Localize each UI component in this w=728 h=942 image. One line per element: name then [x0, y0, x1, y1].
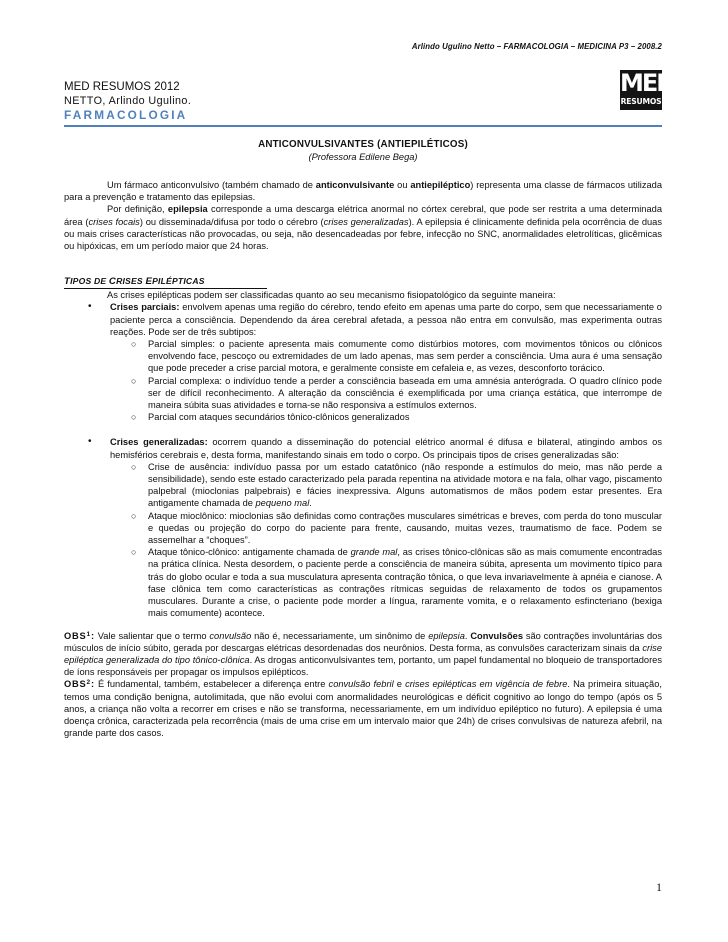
- list-item-generalizadas: [64, 436, 662, 619]
- text-run: Ataque tônico-clônico: antigamente chamada de: [148, 547, 351, 558]
- obs-label-text: OBS: [64, 630, 87, 641]
- italic-term: grande mal: [350, 547, 398, 558]
- bold-term: antiepiléptico: [410, 180, 471, 190]
- text-run: Por definição,: [107, 204, 168, 215]
- text-run: , as crises tônico-clônicas são as mais comumente encontradas na prática clínica. Nesta desordem, o paciente perde a consciência de maneira súbita, apresenta um movimento típico para trás do globo ocular e toda a sua musculatura apresenta contração tônica, o que leva invariavelmente à apnéia e cianose. A fase clônica tem como características as contrações rítmicas seguidas de relaxamento de todos os grupamentos musculares. Durante a crise, o paciente pode morder a língua, raramente vomita, e o relaxamento esfincteriano (bexiga mais comumente) acontece.: [148, 547, 662, 619]
- list-item: [110, 461, 662, 510]
- document-title: ANTICONVULSIVANTES (ANTIEPILÉTICOS): [258, 139, 468, 150]
- crisis-type-list-2: [64, 436, 662, 619]
- text-run: ) representa uma classe de fármacos utilizada para a prevenção e tratamento das epilepsias.: [64, 180, 662, 203]
- bold-term: Crises parciais:: [110, 302, 180, 313]
- sub-bullet-marker: ○: [131, 339, 137, 350]
- text-run: Crise de ausência: indivíduo passa por um estado catatônico (não responde a estímulos do meio, mas não perde a sensibilidade), sendo este estado caracterizado pela parada repentina na atividade motora e na fala, olhar vago, piscamento palpebral (mioclonias palpebrais) e fácies inexpressiva. Alguns automatismos de mãos podem estar presentes. Era antigamente chamada de: [148, 461, 662, 509]
- text-run: e: [393, 679, 406, 690]
- intro-paragraph-2: [64, 203, 662, 252]
- logo-text-bottom: RESUMOS: [620, 97, 662, 106]
- text-run: Vale salientar que o termo: [94, 630, 210, 641]
- heading-cap: T: [64, 276, 71, 288]
- text-run: são contrações involuntárias dos músculos de início súbito, gerada por descargas elétricas desordenadas dos neurônios. Desta forma, as convulsões caracterizam sinais da: [64, 630, 662, 653]
- text-run: Parcial simples: o paciente apresenta mais comumente como distúrbios motores, com movimentos tônicos ou clônicos envolvendo face, pescoço ou extremidades de um lado apenas, mas sem perder a consciência. Uma aura é uma sensação que pode preceder a crise parcial motora, e geralmente consiste em cefaleia e, as vezes, desconforto torácico.: [148, 339, 662, 374]
- obs-1-paragraph: [64, 630, 662, 679]
- bold-term: anticonvulsivante: [315, 180, 395, 190]
- list-item-parciais: [64, 301, 662, 423]
- text-run: não é, necessariamente, um sinônimo de: [251, 630, 429, 641]
- brand-series: MED RESUMOS 2012: [64, 81, 180, 93]
- med-resumos-logo: [620, 69, 675, 110]
- list-item: [110, 546, 662, 619]
- italic-term: convulsão febril: [328, 679, 394, 690]
- text-run: ocorrem quando a disseminação do potencial elétrico anormal é difusa e bilateral, atingindo ambos os hemisférios cerebrais e, desta forma, manifestando sinais em todo o corpo. Os principais tipos de crises generalizadas são:: [110, 437, 662, 460]
- text-run: . As drogas anticonvulsivantes tem, portanto, um papel fundamental no bloqueio de transportadores de íons responsáveis per propagar os impulsos epilépticos.: [64, 654, 663, 678]
- text-run: É fundamental, também, estabelecer a diferença entre: [94, 679, 329, 690]
- sub-bullet-marker: ○: [131, 461, 137, 472]
- obs-label: [64, 631, 95, 641]
- document-subtitle: (Professora Edilene Bega): [308, 152, 418, 162]
- section-intro: As crises epilépticas podem ser classificadas quanto ao seu mecanismo fisiopatológico da seguinte maneira:: [107, 290, 556, 301]
- list-item: [110, 510, 662, 547]
- running-header: Arlindo Ugulino Netto – FARMACOLOGIA – MEDICINA P3 – 2008.2: [411, 42, 662, 51]
- text-run: corresponde a uma descarga elétrica anormal no córtex cerebral, que pode ser restrita a uma determinada área (: [64, 204, 662, 227]
- intro-paragraph-1: [64, 179, 662, 203]
- text-run: Parcial com ataques secundários tônico-clônicos generalizados: [148, 412, 410, 423]
- obs-label: [64, 679, 95, 689]
- list-item: [110, 411, 662, 423]
- text-run: . Na primeira situação, temos uma condição benigna, autolimitada, que não evolui com anormalidades neurológicas e déficit cognitivo ao longo do tempo (após os 5 anos, a criança não volta a recorrer em crises e não se transforma, necessariamente, em um indivíduo epiléptico no futuro). A epilepsia é uma doença crônica, caracterizada pela recorrência (mais de uma crise em um intervalo maior que 24h) de crises convulsivas de natureza afebril, na grande parte dos casos.: [64, 679, 662, 739]
- list-item: [110, 375, 662, 412]
- sub-bullet-marker: ○: [131, 375, 137, 386]
- text-run: ). A epilepsia é clinicamente definida pela ocorrência de duas ou mais crises características não provocadas, ou seja, não desencadeadas por febre, infecção no SNC, anormalidades eletrolíticas, glicêmicas ou hipóxicas, em um período maior que 24 horas.: [64, 216, 662, 252]
- crisis-type-list: [64, 301, 662, 423]
- sub-bullet-marker: ○: [131, 510, 137, 521]
- text-run: Ataque mioclônico: mioclonias são definidas como contrações musculares simétricas e breves, com perda do tono muscular e quedas ou projeção do corpo do paciente para frente, causando, muitas vezes, traumatismo de face. Podem se assemelhar a “choques”.: [148, 510, 662, 546]
- parciais-subtypes: [110, 338, 662, 423]
- italic-term: pequeno mal: [255, 498, 310, 509]
- header-divider: [64, 125, 662, 127]
- sub-bullet-marker: ○: [131, 412, 137, 423]
- footnote-number: 1: [86, 630, 91, 638]
- generalizadas-subtypes: [110, 461, 662, 620]
- text-run: .: [309, 498, 312, 509]
- brand-subject: FARMACOLOGIA: [64, 108, 188, 122]
- obs-label-colon: :: [90, 630, 95, 641]
- bullet-marker: •: [88, 301, 92, 313]
- heading-cap: C: [108, 276, 117, 288]
- italic-term: epilepsia: [428, 630, 465, 641]
- heading-smallcaps: PILÉPTICAS: [152, 276, 205, 287]
- text-run: ou: [394, 180, 411, 190]
- bold-term: Convulsões: [470, 630, 524, 641]
- italic-term: convulsão: [209, 630, 252, 641]
- heading-cap: E: [145, 276, 153, 288]
- section-heading: [64, 275, 267, 289]
- logo-text-top: MED: [620, 69, 675, 97]
- list-item: [110, 338, 662, 375]
- italic-term: crises focais: [88, 216, 140, 227]
- obs-label-colon: :: [90, 679, 95, 690]
- text-run: Um fármaco anticonvulsivo (também chamado de: [107, 180, 316, 190]
- italic-term: crise epiléptica generalizada do tipo tônico-clônica: [64, 642, 662, 665]
- brand-author: NETTO, Arlindo Ugulino.: [64, 95, 192, 107]
- text-run: .: [464, 630, 471, 641]
- obs-2-paragraph: [64, 678, 662, 739]
- italic-term: crises epilépticas em vigência de febre: [405, 679, 568, 690]
- heading-smallcaps: RISES: [116, 276, 146, 287]
- obs-label-text: OBS: [64, 679, 87, 690]
- italic-term: crises generalizadas: [323, 216, 409, 227]
- text-run: envolvem apenas uma região do cérebro, tendo efeito em apenas uma parte do corpo, sem que necessariamente o paciente perca a consciência. Dependendo da área cerebral afetada, a pessoa não entra em convulsão, mas experimenta outras reações. Pode ser de três subtipos:: [110, 302, 662, 337]
- title-block: [64, 138, 662, 163]
- text-run: ) ou disseminada/difusa por todo o cérebro (: [139, 216, 324, 227]
- bold-term: Crises generalizadas:: [110, 437, 208, 448]
- text-run: Parcial complexa: o indivíduo tende a perder a consciência baseada em uma amnésia anterógrada. O quadro clínico pode ser de difícil reconhecimento. A alteração da consciência é exemplificada por uma criança estática, que interrompe de maneira súbita suas atividades e torna-se não responsiva a estímulos externos.: [148, 375, 662, 411]
- brand-block: [64, 80, 191, 123]
- sub-bullet-marker: ○: [131, 547, 137, 558]
- bold-term: epilepsia: [167, 204, 208, 215]
- bullet-marker: •: [88, 436, 92, 448]
- page-number: 1: [656, 880, 662, 894]
- footnote-number: 2: [86, 679, 91, 687]
- document-body: [64, 179, 662, 739]
- heading-smallcaps: IPOS DE: [70, 276, 109, 287]
